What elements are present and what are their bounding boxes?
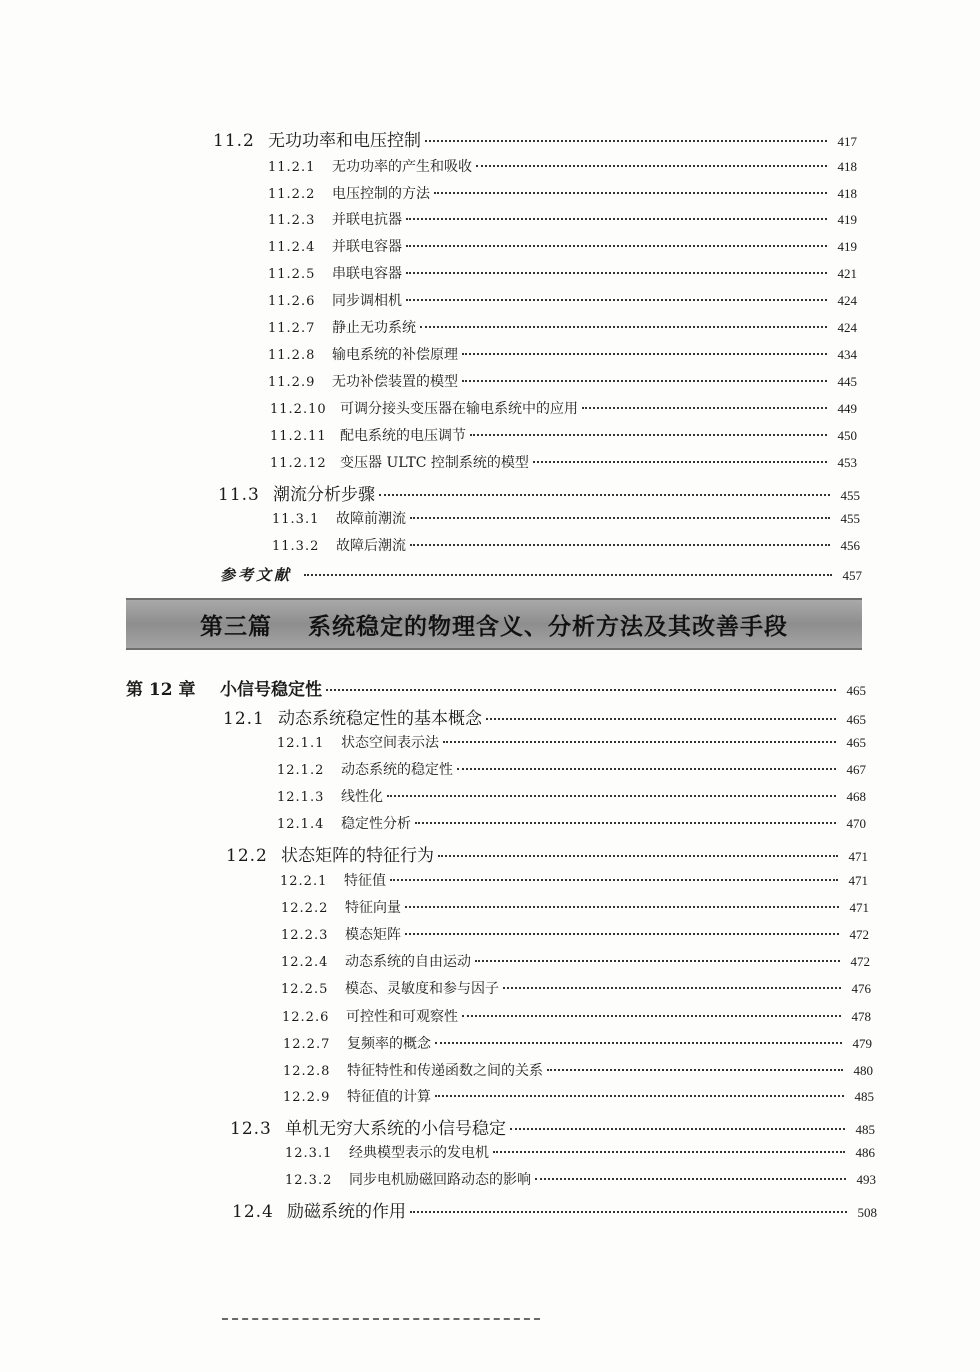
page-number: 479 [852,1036,872,1051]
subsection-number: 12.1.1 [277,736,325,751]
page-number: 472 [849,927,869,942]
toc-entry-12-2-2 [281,897,869,917]
subsection-number: 12.2.1 [280,874,328,889]
leader-dots [425,140,827,142]
subsection-number: 12.3.2 [285,1173,333,1188]
subsection-number: 11.2.3 [268,213,316,228]
page-number: 467 [846,762,866,777]
leader-dots [493,1151,845,1153]
subsection-title: 电压控制的方法 [332,186,430,202]
section-title: 无功功率和电压控制 [268,131,421,151]
page-number: 472 [850,954,870,969]
subsection-number: 11.2.12 [270,456,327,471]
toc-entry-12-2-7 [283,1033,872,1053]
leader-dots [533,461,827,463]
subsection-number: 12.3.1 [285,1146,333,1161]
leader-dots [486,718,836,720]
toc-entry-12-1-1 [277,732,866,752]
leader-dots [410,544,830,546]
page-number: 450 [837,428,857,443]
page-number: 456 [840,538,860,553]
leader-dots [462,353,827,355]
leader-dots [535,1178,846,1180]
toc-entry-chapter-12 [126,675,866,700]
subsection-number: 11.2.9 [268,375,316,390]
section-title: 潮流分析步骤 [273,485,375,505]
section-number: 11.2 [213,131,255,151]
toc-entry-11-2 [213,126,857,151]
leader-dots [476,165,827,167]
section-number: 12.2 [226,846,268,866]
leader-dots [462,1015,841,1017]
subsection-title: 静止无功系统 [332,320,416,336]
toc-entry-12-1 [223,704,866,729]
page-number: 465 [846,712,866,727]
section-title: 状态矩阵的特征行为 [281,846,434,866]
leader-dots [435,1042,842,1044]
subsection-number: 12.1.2 [277,763,325,778]
page-number: 418 [837,186,857,201]
subsection-title: 特征向量 [345,900,401,916]
leader-dots [410,1211,847,1213]
footer-rule [222,1318,540,1320]
toc-entry-11-2-7 [268,317,857,337]
toc-entry-12-2-6 [282,1006,871,1026]
subsection-title: 并联电容器 [332,239,402,255]
page-number: 419 [837,212,857,227]
toc-entry-11-2-6 [268,290,857,310]
section-number: 11.3 [218,485,260,505]
subsection-number: 11.2.8 [268,348,316,363]
subsection-number: 12.1.3 [277,790,325,805]
leader-dots [438,855,838,857]
toc-entry-11-3 [218,480,860,505]
subsection-title: 故障前潮流 [336,511,406,527]
toc-entry-11-2-2 [268,183,857,203]
page-number: 476 [851,981,871,996]
toc-entry-references [220,564,862,585]
page-number: 418 [837,159,857,174]
page-number: 471 [849,900,869,915]
toc-entry-12-1-2 [277,759,866,779]
subsection-title: 动态系统的稳定性 [341,762,453,778]
leader-dots [547,1069,843,1071]
toc-entry-12-3 [230,1114,875,1139]
section-number: 12.4 [232,1202,274,1222]
toc-entry-12-3-2 [285,1169,876,1189]
leader-dots [435,1095,844,1097]
section-title: 动态系统稳定性的基本概念 [278,709,482,729]
subsection-title: 特征值 [344,873,386,889]
page-number: 468 [846,789,866,804]
page-number: 471 [848,873,868,888]
subsection-number: 11.2.11 [270,429,327,444]
subsection-title: 经典模型表示的发电机 [349,1145,489,1161]
leader-dots [379,494,830,496]
leader-dots [462,380,827,382]
subsection-title: 变压器 ULTC 控制系统的模型 [340,455,529,471]
toc-entry-12-4 [232,1197,877,1222]
part-banner [126,598,862,650]
page-number: 424 [837,293,857,308]
page-number: 478 [851,1009,871,1024]
toc-entry-12-2-1 [280,870,868,890]
subsection-number: 12.2.3 [281,928,329,943]
toc-entry-12-2-5 [281,978,871,998]
page-number: 493 [856,1172,876,1187]
subsection-title: 同步电机励磁回路动态的影响 [349,1172,531,1188]
subsection-title: 线性化 [341,789,383,805]
page-number: 471 [848,849,868,864]
page-number: 486 [855,1145,875,1160]
subsection-number: 12.2.6 [282,1010,330,1025]
page-number: 485 [855,1122,875,1137]
leader-dots [405,933,839,935]
page-number: 449 [837,401,857,416]
leader-dots [434,192,827,194]
leader-dots [410,517,830,519]
toc-entry-11-3-1 [272,508,860,528]
subsection-number: 11.2.5 [268,267,316,282]
leader-dots [503,987,841,989]
subsection-number: 11.2.7 [268,321,316,336]
page-number: 485 [854,1089,874,1104]
subsection-title: 稳定性分析 [341,816,411,832]
toc-entry-12-1-4 [277,813,866,833]
page-number: 445 [837,374,857,389]
subsection-title: 特征值的计算 [347,1089,431,1105]
leader-dots [406,245,827,247]
leader-dots [390,879,838,881]
leader-dots [510,1128,845,1130]
page-number: 419 [837,239,857,254]
subsection-title: 配电系统的电压调节 [340,428,466,444]
section-title: 单机无穷大系统的小信号稳定 [285,1119,506,1139]
toc-entry-12-2-4 [281,951,870,971]
subsection-number: 12.2.2 [281,901,329,916]
subsection-number: 12.2.8 [283,1064,331,1079]
subsection-number: 11.3.1 [272,512,320,527]
page-number: 480 [853,1063,873,1078]
subsection-title: 可调分接头变压器在输电系统中的应用 [340,401,578,417]
subsection-number: 12.2.5 [281,982,329,997]
toc-entry-11-2-10 [270,398,857,418]
subsection-title: 并联电抗器 [332,212,402,228]
leader-dots [387,795,836,797]
section-title: 励磁系统的作用 [287,1202,406,1222]
subsection-number: 11.2.4 [268,240,316,255]
leader-dots [475,960,840,962]
page-number: 424 [837,320,857,335]
toc-entry-11-2-9 [268,371,857,391]
subsection-number: 12.2.9 [283,1090,331,1105]
toc-entry-12-2-8 [283,1060,873,1080]
subsection-title: 可控性和可观察性 [346,1009,458,1025]
page-number: 417 [837,134,857,149]
toc-entry-11-2-8 [268,344,857,364]
subsection-number: 12.2.7 [283,1037,331,1052]
page-number: 465 [846,735,866,750]
leader-dots [326,689,836,691]
subsection-number: 12.1.4 [277,817,325,832]
subsection-title: 特征特性和传递函数之间的关系 [347,1063,543,1079]
toc-entry-11-2-3 [268,209,857,229]
page-number: 455 [840,488,860,503]
section-number: 12.3 [230,1119,272,1139]
subsection-title: 无功补偿装置的模型 [332,374,458,390]
references-title: 参考文献 [220,566,293,584]
chapter-title: 小信号稳定性 [220,680,322,700]
leader-dots [406,218,827,220]
toc-entry-11-2-1 [268,156,857,176]
page-number: 470 [846,816,866,831]
leader-dots [470,434,827,436]
page-number: 457 [842,568,862,583]
toc-entry-11-2-12 [270,452,857,472]
page-number: 434 [837,347,857,362]
subsection-title: 故障后潮流 [336,538,406,554]
section-number: 12.1 [223,709,265,729]
page-number: 455 [840,511,860,526]
leader-dots [415,822,836,824]
leader-dots [406,272,827,274]
subsection-title: 模态矩阵 [345,927,401,943]
subsection-number: 11.2.1 [268,160,316,175]
banner-text [200,608,788,641]
subsection-title: 输电系统的补偿原理 [332,347,458,363]
subsection-title: 模态、灵敏度和参与因子 [345,981,499,997]
toc-entry-11-2-11 [270,425,857,445]
leader-dots [443,741,836,743]
subsection-title: 同步调相机 [332,293,402,309]
toc-entry-12-2 [226,841,868,866]
toc-entry-12-3-1 [285,1142,875,1162]
subsection-number: 11.2.10 [270,402,327,417]
part-title: 系统稳定的物理含义、分析方法及其改善手段 [308,613,788,640]
part-label: 第三篇 [200,613,272,640]
subsection-title: 动态系统的自由运动 [345,954,471,970]
leader-dots [405,906,839,908]
subsection-number: 11.3.2 [272,539,320,554]
subsection-title: 串联电容器 [332,266,402,282]
leader-dots [420,326,827,328]
subsection-title: 无功功率的产生和吸收 [332,159,472,175]
toc-entry-12-2-3 [281,924,869,944]
page-number: 421 [837,266,857,281]
chapter-number: 第 12 章 [126,680,196,700]
page-number: 465 [846,683,866,698]
subsection-title: 状态空间表示法 [341,735,439,751]
subsection-number: 12.2.4 [281,955,329,970]
toc-entry-11-2-4 [268,236,857,256]
leader-dots [304,574,832,576]
leader-dots [406,299,827,301]
page-number: 453 [837,455,857,470]
toc-entry-12-2-9 [283,1086,874,1106]
subsection-title: 复频率的概念 [347,1036,431,1052]
leader-dots [457,768,836,770]
toc-entry-12-1-3 [277,786,866,806]
toc-entry-11-2-5 [268,263,857,283]
toc-entry-11-3-2 [272,535,860,555]
subsection-number: 11.2.2 [268,187,316,202]
page-number: 508 [857,1205,877,1220]
subsection-number: 11.2.6 [268,294,316,309]
leader-dots [582,407,827,409]
